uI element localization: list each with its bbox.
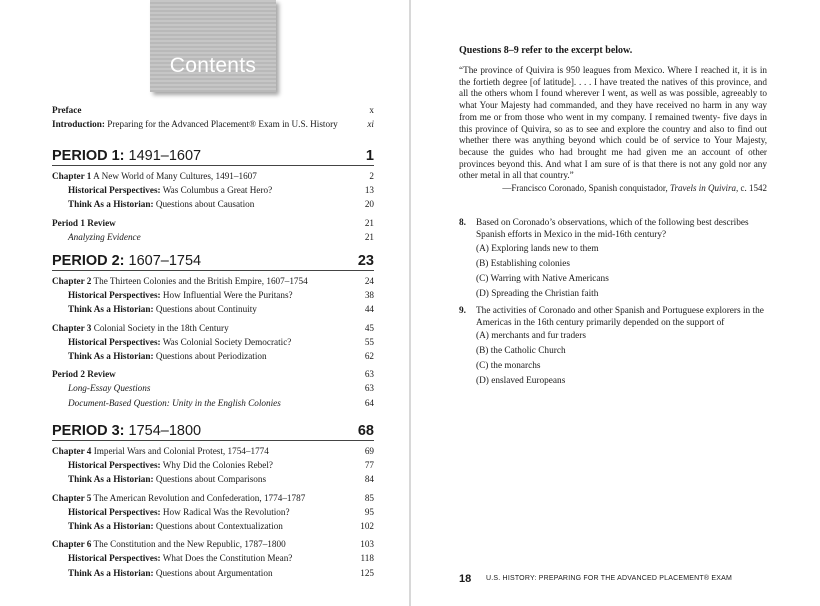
q8-option-b[interactable]: (B) Establishing colonies	[476, 259, 570, 269]
toc-page: 64	[364, 397, 374, 408]
period-label-bold: PERIOD 2:	[52, 253, 125, 269]
toc-label: The American Revolution and Confederation, 1774–1787	[91, 492, 306, 503]
footer-running-title: U.S. HISTORY: PREPARING FOR THE ADVANCED PLACEMENT® EXAM	[486, 575, 732, 582]
period-dates: 1607–1754	[124, 253, 202, 269]
toc-label-bold: Period 1 Review	[52, 217, 116, 228]
toc-label-bold: Think As a Historian:	[68, 474, 154, 485]
toc-page: 2	[369, 171, 374, 181]
q9-option-b[interactable]: (B) the Catholic Church	[476, 346, 566, 356]
toc-label: Questions about Contextualization	[153, 521, 283, 531]
period-page: 23	[357, 253, 374, 269]
period-page: 68	[357, 423, 374, 439]
toc-page: 95	[364, 506, 374, 517]
attribution-title: Travels in Quivira,	[669, 183, 739, 193]
toc-label: Document-Based Question: Unity in the English Colonies	[68, 397, 281, 408]
toc-page: 13	[364, 185, 374, 196]
footer-page-number: 18	[459, 573, 472, 585]
q8-option-c[interactable]: (C) Warring with Native Americans	[476, 274, 609, 284]
toc-page: xi	[367, 119, 374, 129]
toc-page: 125	[360, 567, 374, 578]
toc-label-bold: Chapter 1	[52, 171, 92, 181]
toc-label: Imperial Wars and Colonial Protest, 1754–1774	[91, 446, 269, 456]
period-dates: 1754–1800	[124, 423, 202, 439]
period-rule	[52, 165, 374, 166]
q8-option-a[interactable]: (A) Exploring lands new to them	[476, 244, 599, 254]
toc-page: x	[369, 105, 374, 115]
toc-label: A New World of Many Cultures, 1491–1607	[91, 171, 257, 181]
question-stem: Based on Coronado’s observations, which of the following best describes Spanish efforts in Mexico in the mid-16th century?	[476, 218, 749, 240]
toc-label: Preparing for the Advanced Placement® Exam in U.S. History	[107, 119, 338, 129]
contents-banner	[150, 0, 276, 92]
toc-page: 44	[364, 304, 374, 315]
toc-label-bold: Think As a Historian:	[68, 304, 154, 315]
period-label-bold: PERIOD 1:	[52, 148, 125, 164]
toc-page: 55	[364, 336, 374, 347]
period-rule	[52, 270, 374, 271]
toc-page: 62	[364, 351, 374, 361]
question-number: 8.	[459, 218, 466, 228]
attribution-prefix: —Francisco Coronado, Spanish conquistador,	[502, 183, 668, 193]
toc-label-bold: Chapter 4	[52, 446, 92, 456]
q9-option-c[interactable]: (C) the monarchs	[476, 361, 541, 371]
toc-label-bold: Chapter 5	[52, 492, 92, 503]
toc-page: 20	[364, 199, 374, 210]
q9-option-d[interactable]: (D) enslaved Europeans	[476, 376, 566, 386]
q9-option-a[interactable]: (A) merchants and fur traders	[476, 331, 586, 341]
toc-label: Questions about Argumentation	[153, 567, 273, 578]
toc-page: 21	[364, 217, 374, 228]
toc-label-bold: Introduction:	[52, 119, 105, 129]
toc-label: Questions about Comparisons	[153, 474, 267, 485]
toc-page: 21	[364, 231, 374, 242]
toc-label: Was Columbus a Great Hero?	[160, 185, 273, 196]
questions-page	[411, 0, 820, 606]
toc-page: 63	[364, 369, 374, 380]
toc-label: The Constitution and the New Republic, 1787–1800	[91, 539, 286, 550]
toc-label: Why Did the Colonies Rebel?	[160, 460, 273, 471]
toc-label-bold: Chapter 6	[52, 539, 92, 550]
toc-page: 69	[364, 446, 374, 456]
toc-label: Preface	[52, 105, 82, 115]
toc-label: Questions about Periodization	[153, 351, 267, 361]
question-stem: The activities of Coronado and other Spanish and Portuguese explorers in the Americas in the 16th century primarily depended on the support of	[476, 306, 764, 328]
excerpt-attribution	[501, 183, 767, 195]
excerpt-text: “The province of Quivira is 950 leagues from Mexico. Where I reached it, it is in the fortieth degree [of latitude]. . . . I have treated the natives of this province, and all the others whom I found wherever I went, as well as was possible, agreeably to what Your Majesty had commanded, and they have received no harm in any way from me or from those who went in my company. I remained twenty- five days in this province of Quivira, so as to see and explore the country and also to find out whether there was anything beyond which could be of service to Your Majesty, because the guides who had brought me had given me an account of other provinces beyond this. And what I am sure of is that there is not any gold nor any other metal in all that country.”	[459, 65, 767, 181]
period-page: 1	[365, 148, 374, 164]
period-dates: 1491–1607	[124, 148, 202, 164]
toc-label: How Radical Was the Revolution?	[160, 506, 290, 517]
toc-label-bold: Period 2 Review	[52, 369, 116, 380]
toc-page: 45	[364, 322, 374, 333]
questions-heading: Questions 8–9 refer to the excerpt below.	[459, 45, 633, 56]
question-number: 9.	[459, 306, 466, 316]
toc-page: 24	[364, 276, 374, 286]
toc-label-bold: Chapter 2	[52, 276, 92, 286]
toc-label-bold: Historical Perspectives:	[68, 506, 161, 517]
toc-page: 103	[360, 539, 374, 550]
period-rule	[52, 440, 374, 441]
toc-label-bold: Historical Perspectives:	[68, 336, 161, 347]
period-label-bold: PERIOD 3:	[52, 423, 125, 439]
toc-label-bold: Chapter 3	[52, 322, 92, 333]
toc-label: Questions about Causation	[153, 199, 255, 210]
toc-page: 118	[360, 553, 374, 564]
toc-label-bold: Historical Perspectives:	[68, 185, 161, 196]
toc-label-bold: Think As a Historian:	[68, 567, 154, 578]
attribution-suffix: c. 1542	[740, 183, 767, 193]
toc-label: Colonial Society in the 18th Century	[91, 322, 229, 333]
toc-label-bold: Think As a Historian:	[68, 351, 154, 361]
toc-label: What Does the Constitution Mean?	[160, 553, 293, 564]
q8-option-d[interactable]: (D) Spreading the Christian faith	[476, 289, 599, 299]
toc-page: 102	[360, 521, 374, 531]
toc-page: 77	[364, 460, 374, 471]
toc-label: How Influential Were the Puritans?	[160, 290, 293, 301]
toc-page: 84	[364, 474, 374, 485]
toc-label-bold: Think As a Historian:	[68, 521, 154, 531]
toc-label: Analyzing Evidence	[68, 231, 141, 242]
toc-page: 38	[364, 290, 374, 301]
toc-label: Questions about Continuity	[153, 304, 257, 315]
toc-label: The Thirteen Colonies and the British Empire, 1607–1754	[91, 276, 308, 286]
toc-label: Was Colonial Society Democratic?	[160, 336, 292, 347]
contents-title: Contents	[169, 54, 257, 77]
toc-label-bold: Historical Perspectives:	[68, 460, 161, 471]
toc-label-bold: Historical Perspectives:	[68, 553, 161, 564]
toc-page: 85	[364, 492, 374, 503]
toc-page: 63	[364, 383, 374, 394]
toc-label-bold: Historical Perspectives:	[68, 290, 161, 301]
toc-label-bold: Think As a Historian:	[68, 199, 154, 210]
toc-label: Long-Essay Questions	[68, 383, 151, 394]
